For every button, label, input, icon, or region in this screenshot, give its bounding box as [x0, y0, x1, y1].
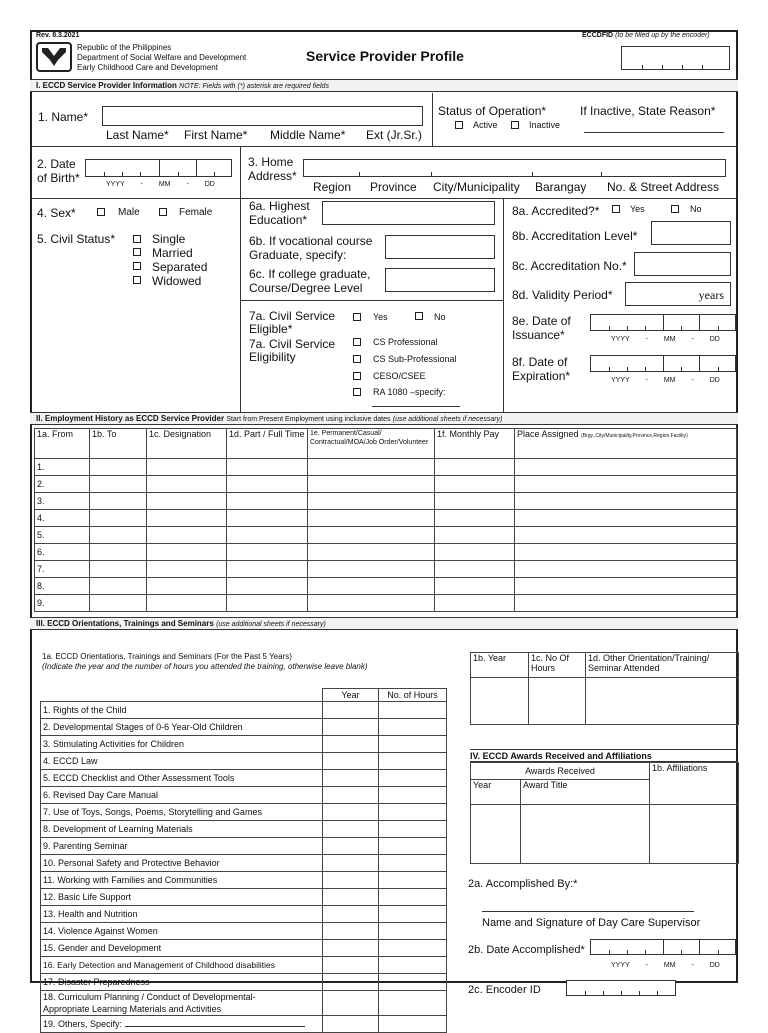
table-row[interactable]: 6. Revised Day Care Manual	[41, 787, 447, 804]
col-other-year: 1b. Year	[471, 653, 529, 678]
expiration-date-input[interactable]	[590, 355, 736, 372]
cs-eligibility-label: 7a. Civil Service Eligibility	[249, 337, 336, 364]
table-row[interactable]: 12. Basic Life Support	[41, 889, 447, 906]
accredited-no-checkbox[interactable]	[671, 205, 679, 213]
status-inactive-label: Inactive	[529, 120, 561, 130]
table-row[interactable]: 9. Parenting Seminar	[41, 838, 447, 855]
status-active-checkbox[interactable]	[455, 121, 463, 129]
form-title: Service Provider Profile	[306, 48, 464, 64]
col-from: 1a. From	[35, 429, 90, 459]
col-to: 1b. To	[90, 429, 147, 459]
table-row[interactable]: 4.	[35, 510, 737, 527]
civil-widowed-label: Widowed	[152, 274, 202, 288]
accomplished-by-label: 2a. Accomplished By:*	[468, 878, 578, 890]
status-active-label: Active	[473, 120, 498, 130]
eccdfid-note: (to be filled up by the encoder)	[615, 32, 710, 39]
section-3-header	[30, 617, 738, 630]
accredited-yes-checkbox[interactable]	[612, 205, 620, 213]
table-row[interactable]: 7.	[35, 561, 737, 578]
civil-widowed-checkbox[interactable]	[133, 276, 141, 284]
revision-label: Rev. 8.3.2021	[36, 32, 80, 39]
col-designation: 1c. Designation	[147, 429, 227, 459]
ra1080-checkbox[interactable]	[353, 388, 361, 396]
awards-table	[470, 762, 739, 864]
cs-no-checkbox[interactable]	[415, 312, 423, 320]
dob-input[interactable]	[85, 159, 232, 177]
name-input[interactable]	[102, 106, 423, 126]
table-row[interactable]: 5.	[35, 527, 737, 544]
dswd-logo-icon	[38, 44, 70, 70]
employment-table	[34, 428, 737, 612]
issuance-label: 8e. Date of Issuance*	[512, 314, 571, 342]
address-street: No. & Street Address	[607, 180, 720, 194]
table-row[interactable]: 3.	[35, 493, 737, 510]
col-other-training: 1d. Other Orientation/Training/ Seminar Attended	[586, 653, 739, 678]
address-region: Region	[313, 180, 352, 194]
first-name-label: First Name*	[184, 128, 248, 142]
section-1-header	[30, 79, 738, 92]
other-trainings-header-row	[471, 653, 739, 678]
col-place-assigned: Place Assigned (Brgy.,City/Municipality,Province,Region,Facility)	[515, 429, 737, 459]
col-award-title: Award Title	[521, 780, 650, 805]
name-label: 1. Name*	[38, 110, 89, 124]
table-row[interactable]: 6.	[35, 544, 737, 561]
awards-received-label: Awards Received	[471, 763, 650, 780]
ra1080-label: RA 1080 –specify:	[373, 387, 446, 397]
section-3-title: III. ECCD Orientations, Trainings and Seminars	[36, 619, 214, 628]
table-row[interactable]: 15. Gender and Development	[41, 940, 447, 957]
middle-name-label: Middle Name*	[270, 128, 346, 142]
ext-name-label: Ext (Jr.Sr.)	[366, 128, 423, 142]
dob-format: YYYY - MM - DD	[106, 181, 215, 188]
ra1080-line[interactable]	[372, 406, 460, 407]
trainings-table	[40, 688, 447, 1033]
table-row[interactable]: 18. Curriculum Planning / Conduct of Developmental- Appropriate Learning Materials and Activities	[41, 991, 447, 1016]
vocational-input[interactable]	[385, 235, 495, 259]
cs-yes-checkbox[interactable]	[353, 313, 361, 321]
table-row[interactable]: 2. Developmental Stages of 0-6 Year-Old Children	[41, 719, 447, 736]
table-row[interactable]: 2.	[35, 476, 737, 493]
table-row[interactable]: 14. Violence Against Women	[41, 923, 447, 940]
education-input[interactable]	[322, 201, 495, 225]
expiration-label: 8f. Date of Expiration*	[512, 355, 571, 383]
eccdfid-input[interactable]	[621, 46, 730, 70]
civil-single-label: Single	[152, 232, 186, 246]
cs-subprofessional-checkbox[interactable]	[353, 355, 361, 363]
civil-status-label: 5. Civil Status*	[37, 232, 116, 246]
col-part-full-time: 1d. Part / Full Time	[227, 429, 308, 459]
status-inactive-checkbox[interactable]	[511, 121, 519, 129]
civil-married-checkbox[interactable]	[133, 248, 141, 256]
col-year: Year	[323, 689, 379, 702]
col-other-hours: 1c. No Of Hours	[529, 653, 586, 678]
table-row[interactable]: 3. Stimulating Activities for Children	[41, 736, 447, 753]
table-row[interactable]	[471, 805, 739, 864]
section-3-note: (use additional sheets if necessary)	[216, 621, 326, 628]
education-label: 6a. Highest Education*	[249, 199, 310, 227]
accreditation-level-label: 8b. Accreditation Level*	[512, 229, 638, 243]
validity-label: 8d. Validity Period*	[512, 288, 613, 302]
college-input[interactable]	[385, 268, 495, 292]
supervisor-label: Name and Signature of Day Care Supervisor	[482, 917, 701, 929]
issuance-format: YYYY - MM - DD	[611, 336, 720, 343]
accredited-no-label: No	[690, 204, 702, 214]
table-row[interactable]: 5. ECCD Checklist and Other Assessment Tools	[41, 770, 447, 787]
cs-professional-checkbox[interactable]	[353, 338, 361, 346]
accreditation-no-input[interactable]	[634, 252, 731, 276]
encoder-id-input[interactable]	[566, 980, 676, 996]
vocational-label: 6b. If vocational course Graduate, specify:	[249, 234, 373, 262]
date-accomplished-format: YYYY - MM - DD	[611, 962, 720, 969]
eccdfid-header	[582, 32, 710, 39]
table-row[interactable]: 1. Rights of the Child	[41, 702, 447, 719]
section-2-note-italic: (use additional sheets if necessary)	[392, 416, 503, 423]
table-row[interactable]: 9.	[35, 595, 737, 612]
last-name-label: Last Name*	[106, 128, 169, 142]
trainings-header-row	[41, 689, 447, 702]
accredited-yes-label: Yes	[630, 204, 645, 214]
other-trainings-table	[470, 652, 739, 725]
encoder-id-label: 2c. Encoder ID	[468, 984, 541, 996]
civil-separated-checkbox[interactable]	[133, 262, 141, 270]
address-province: Province	[370, 180, 417, 194]
table-row[interactable]: 8. Development of Learning Materials	[41, 821, 447, 838]
address-barangay: Barangay	[535, 180, 587, 194]
sex-male-label: Male	[118, 207, 140, 218]
col-monthly-pay: 1f. Monthly Pay	[435, 429, 515, 459]
sex-female-checkbox[interactable]	[159, 208, 167, 216]
agency-line-1: Republic of the Philippines	[77, 43, 172, 52]
agency-block	[77, 43, 246, 73]
table-row[interactable]: 7. Use of Toys, Songs, Poems, Storytelling and Games	[41, 804, 447, 821]
divider	[432, 93, 433, 146]
table-row[interactable]: 19. Others, Specify:	[41, 1016, 447, 1033]
address-city: City/Municipality	[433, 180, 520, 194]
sex-female-label: Female	[179, 207, 213, 218]
employment-header-row	[35, 429, 737, 459]
section-2-header	[30, 412, 738, 425]
accreditation-level-input[interactable]	[651, 221, 731, 245]
cs-yes-label: Yes	[373, 312, 388, 322]
cs-professional-label: CS Professional	[373, 337, 438, 347]
table-row[interactable]: 13. Health and Nutrition	[41, 906, 447, 923]
ceso-label: CESO/CSEE	[373, 371, 426, 381]
dswd-logo	[36, 42, 72, 72]
accredited-label: 8a. Accredited?*	[512, 204, 600, 218]
ceso-checkbox[interactable]	[353, 372, 361, 380]
section-4-header: IV. ECCD Awards Received and Affiliations	[470, 749, 738, 762]
validity-unit: years	[698, 288, 724, 302]
table-row[interactable]: 8.	[35, 578, 737, 595]
cs-eligible-label: 7a. Civil Service Eligible*	[249, 309, 336, 336]
civil-single-checkbox[interactable]	[133, 235, 141, 243]
accreditation-no-label: 8c. Accreditation No.*	[512, 259, 627, 273]
date-accomplished-label: 2b. Date Accomplished*	[468, 944, 585, 956]
table-row[interactable]: 10. Personal Safety and Protective Behavior	[41, 855, 447, 872]
inactive-reason-label: If Inactive, State Reason*	[580, 104, 716, 118]
supervisor-signature-line[interactable]	[482, 911, 694, 912]
date-accomplished-input[interactable]	[590, 939, 736, 955]
college-label: 6c. If college graduate, Course/Degree Level	[249, 267, 371, 295]
issuance-date-input[interactable]	[590, 314, 736, 331]
table-row[interactable]: 11. Working with Families and Communities	[41, 872, 447, 889]
awards-header-row	[471, 763, 739, 780]
expiration-format: YYYY - MM - DD	[611, 377, 720, 384]
sex-label: 4. Sex*	[37, 206, 76, 220]
cs-subprofessional-label: CS Sub-Professional	[373, 354, 457, 364]
eccdfid-label: ECCDFID	[582, 32, 614, 39]
civil-married-label: Married	[152, 246, 193, 260]
table-row[interactable]: 4. ECCD Law	[41, 753, 447, 770]
address-label: 3. Home Address*	[248, 155, 297, 183]
agency-line-2: Department of Social Welfare and Development	[77, 53, 247, 62]
dob-label: 2. Date of Birth*	[37, 157, 80, 185]
address-input[interactable]	[303, 159, 726, 177]
section-2-title: II. Employment History as ECCD Service Provider	[36, 414, 225, 423]
section-1-note: NOTE: Fields with (*) asterisk are required fields	[179, 83, 329, 90]
inactive-reason-line[interactable]	[584, 132, 724, 133]
table-row[interactable]: 17. Disaster Preparedness	[41, 974, 447, 991]
agency-line-3: Early Childhood Care and Development	[77, 63, 218, 72]
section-2-note: Start from Present Employment using inclusive dates	[226, 416, 391, 423]
table-row[interactable]: 1.	[35, 459, 737, 476]
sex-male-checkbox[interactable]	[97, 208, 105, 216]
cs-no-label: No	[434, 312, 446, 322]
trainings-intro: 1a. ECCD Orientations, Trainings and Seminars (For the Past 5 Years) (Indicate the year and the number of hours you attended the training, otherwise leave blank)	[42, 652, 368, 671]
table-row[interactable]: 16. Early Detection and Management of Childhood disabilities	[41, 957, 447, 974]
col-award-year: Year	[471, 780, 521, 805]
civil-separated-label: Separated	[152, 260, 208, 274]
validity-input[interactable]	[625, 282, 731, 306]
col-employment-status: 1e. Permanent/Casual/ Contractual/MOA/Job Order/Volunteer	[308, 429, 435, 459]
table-row[interactable]	[471, 678, 739, 725]
affiliations-label: 1b. Affiliations	[650, 763, 739, 805]
col-hours: No. of Hours	[379, 689, 447, 702]
section-1-title: I. ECCD Service Provider Information	[36, 81, 177, 90]
status-label: Status of Operation*	[438, 104, 547, 118]
